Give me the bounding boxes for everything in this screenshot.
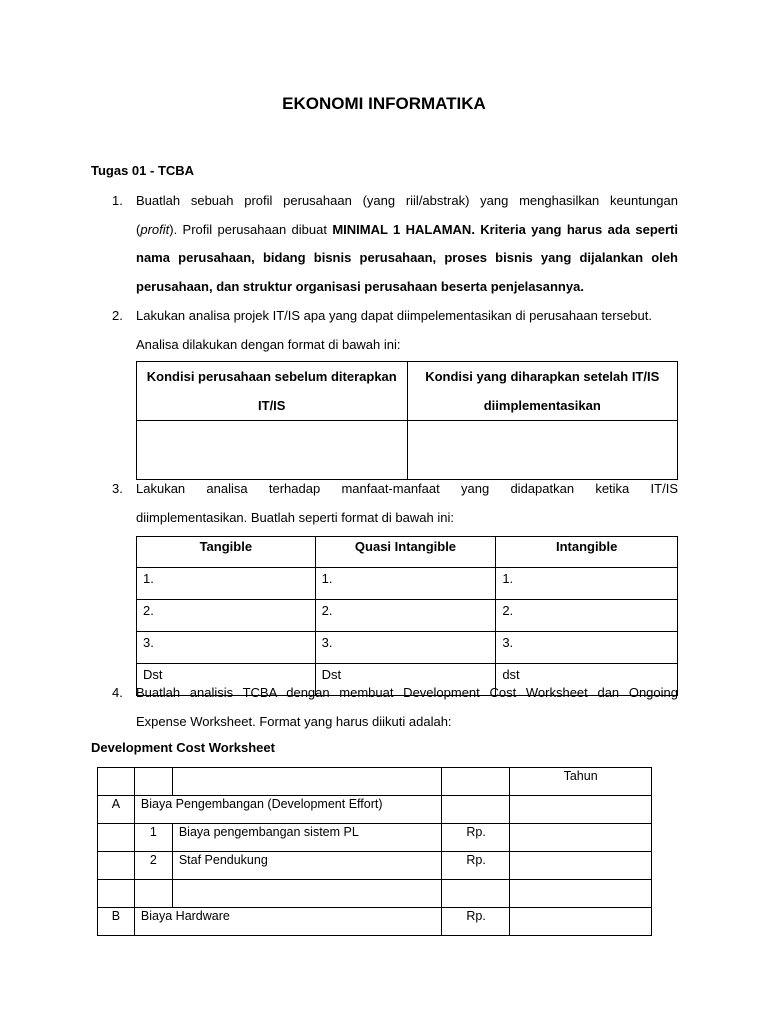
item-text-line: Expense Worksheet. Format yang harus diikuti adalah: (136, 713, 452, 729)
document-title: EKONOMI INFORMATIKA (282, 94, 486, 113)
table-header: Quasi Intangible (315, 537, 496, 568)
table-cell: 2. (315, 600, 496, 632)
list-item-3 (112, 475, 678, 532)
row-number: 1 (134, 824, 172, 852)
table-cell (510, 880, 652, 908)
item-text-line: Lakukan analisa projek IT/IS apa yang dapat diimpelementasikan di perusahaan tersebut. (136, 308, 652, 323)
table-cell (442, 880, 510, 908)
table-cell: 1. (496, 568, 678, 600)
currency-cell: Rp. (442, 908, 510, 936)
item-text-line: nama perusahaan, bidang bisnis perusahaan, proses bisnis yang dijalankan oleh (136, 250, 678, 265)
table-cell: 1. (137, 568, 316, 600)
assignment-title: Tugas 01 - TCBA (91, 163, 195, 178)
item-text-line: Buatlah analisis TCBA dengan membuat Development Cost Worksheet dan Ongoing (136, 685, 678, 700)
table-cell: 3. (137, 632, 316, 664)
table-cell (442, 796, 510, 824)
table-cell (98, 880, 135, 908)
list-item-2 (112, 302, 678, 359)
table-manfaat (136, 536, 678, 696)
list-number: 1. (112, 193, 123, 208)
table-cell: Dst (137, 664, 316, 696)
item-text-line: perusahaan, dan struktur organisasi perusahaan beserta penjelasannya. (136, 278, 584, 294)
table-row (137, 632, 678, 664)
row-label: Biaya Hardware (134, 908, 441, 936)
table-row (137, 600, 678, 632)
item-text-line: diimplementasikan. Buatlah seperti format di bawah ini: (136, 509, 454, 525)
table-dev-cost (97, 767, 652, 936)
table-cell: dst (496, 664, 678, 696)
list-number: 2. (112, 308, 123, 323)
table-cell (98, 852, 135, 880)
table-cell (510, 852, 652, 880)
table-cell: 3. (315, 632, 496, 664)
table-cell (510, 796, 652, 824)
item-text-line: Lakukan analisa terhadap manfaat-manfaat yang didapatkan ketika IT/IS (136, 481, 678, 496)
item-text-line: Buatlah sebuah profil perusahaan (yang riil/abstrak) yang menghasilkan keuntungan (136, 193, 678, 208)
currency-cell: Rp. (442, 824, 510, 852)
table-kondisi (136, 361, 678, 480)
row-letter: A (98, 796, 135, 824)
table-cell: Dst (315, 664, 496, 696)
table-row (98, 824, 652, 852)
table-row (98, 768, 652, 796)
table-header: Tangible (137, 537, 316, 568)
dev-cost-title: Development Cost Worksheet (91, 740, 275, 755)
list-number: 3. (112, 481, 123, 496)
table-cell (172, 880, 442, 908)
table-cell (98, 768, 135, 796)
table-cell (98, 824, 135, 852)
row-label: Staf Pendukung (172, 852, 442, 880)
table-cell: 1. (315, 568, 496, 600)
row-label: Biaya Pengembangan (Development Effort) (134, 796, 441, 824)
table-cell (134, 880, 172, 908)
tahun-header: Tahun (510, 768, 652, 796)
table-cell (134, 768, 172, 796)
table-cell (510, 908, 652, 936)
item-text-line: Analisa dilakukan dengan format di bawah ini: (136, 336, 401, 352)
list-number: 4. (112, 685, 123, 700)
table-row (98, 908, 652, 936)
table-cell: 3. (496, 632, 678, 664)
table-row (98, 796, 652, 824)
currency-cell: Rp. (442, 852, 510, 880)
list-item-1 (112, 187, 678, 301)
table-cell (407, 421, 678, 480)
table-header: Kondisi perusahaan sebelum diterapkan IT/IS (137, 362, 408, 421)
table-cell (442, 768, 510, 796)
list-item-4 (112, 679, 678, 736)
table-row (98, 852, 652, 880)
table-cell (510, 824, 652, 852)
row-letter: B (98, 908, 135, 936)
row-number: 2 (134, 852, 172, 880)
table-header: Intangible (496, 537, 678, 568)
table-header: Kondisi yang diharapkan setelah IT/IS diimplementasikan (407, 362, 678, 421)
item-text-line: (profit). Profil perusahaan dibuat MINIMAL 1 HALAMAN. Kriteria yang harus ada seperti (136, 221, 678, 237)
table-cell: 2. (137, 600, 316, 632)
table-cell (137, 421, 408, 480)
table-cell (172, 768, 442, 796)
table-row (137, 568, 678, 600)
row-label: Biaya pengembangan sistem PL (172, 824, 442, 852)
table-cell: 2. (496, 600, 678, 632)
table-row (98, 880, 652, 908)
